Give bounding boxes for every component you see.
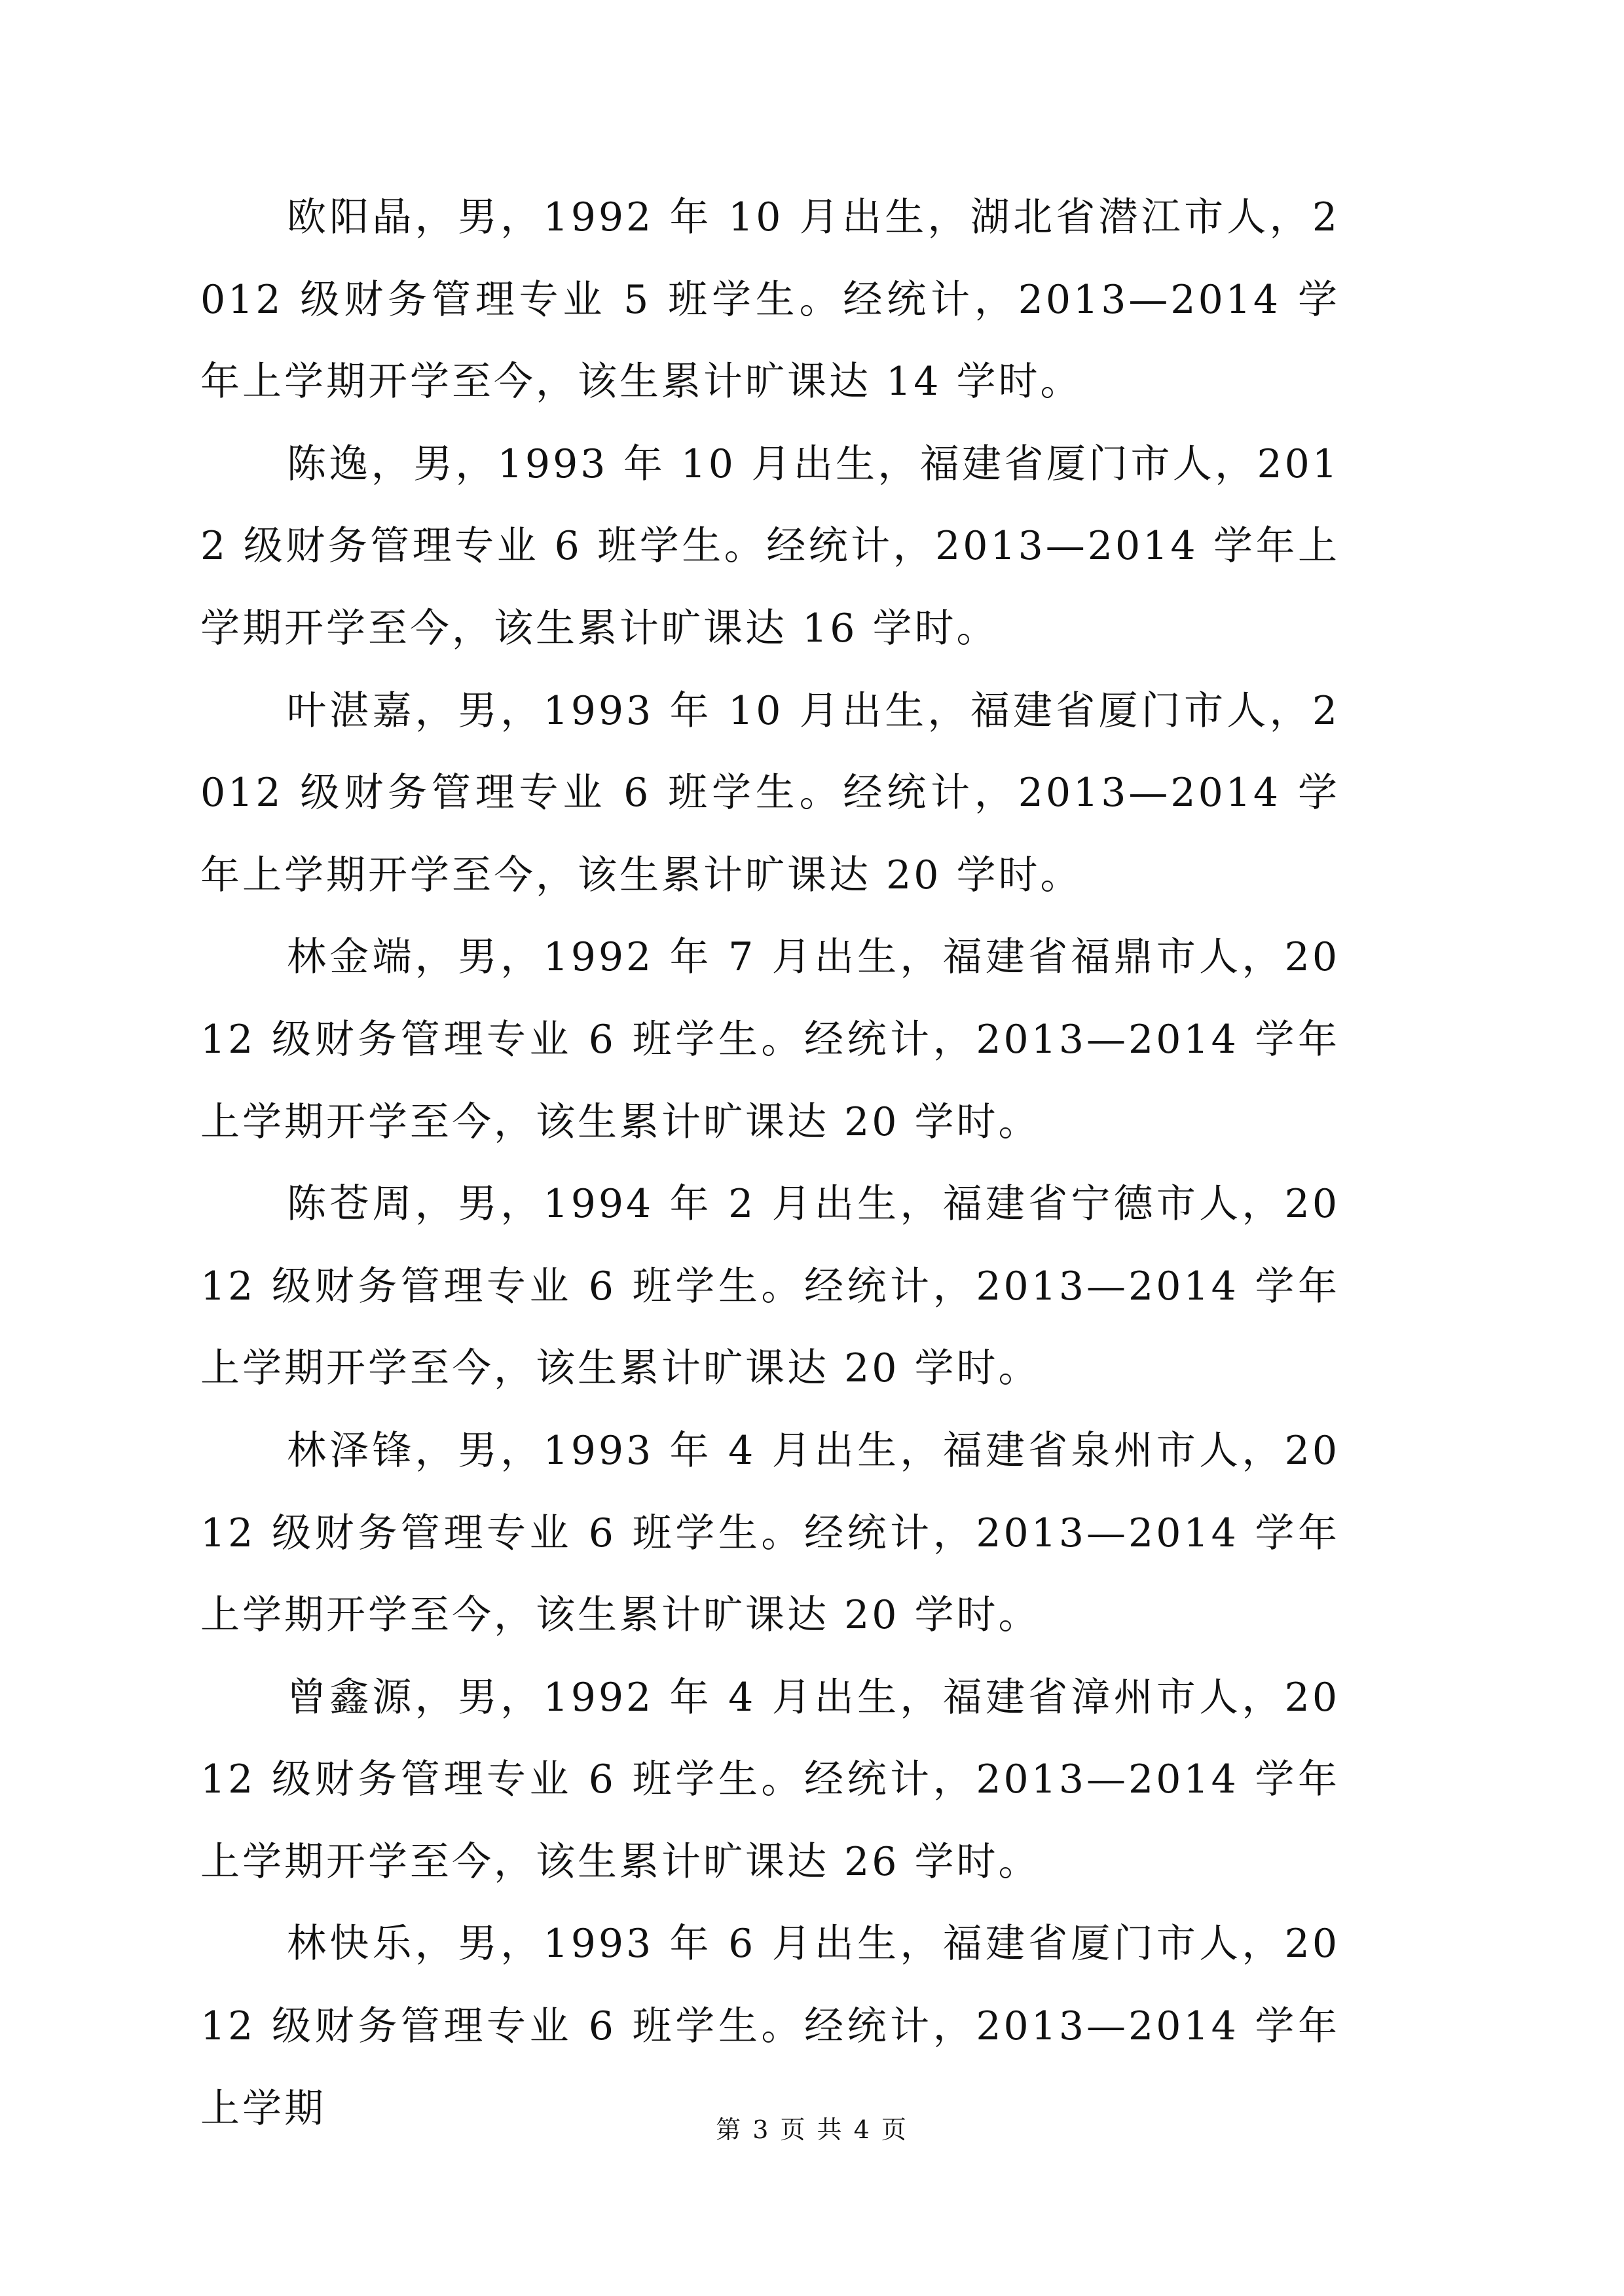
student-entry-zeng-xinyuan: 曾鑫源，男，1992 年 4 月出生，福建省漳州市人，2012 级财务管理专业 6 班学生。经统计，2013—2014 学年上学期开学至今，该生累计旷课达 26 学时。	[200, 1674, 1340, 1885]
student-entry-lin-zefeng: 林泽锋，男，1993 年 4 月出生，福建省泉州市人，2012 级财务管理专业 6 班学生。经统计，2013—2014 学年上学期开学至今，该生累计旷课达 20 学时。	[200, 1427, 1340, 1639]
student-entry-chen-cangzhou: 陈苍周，男，1994 年 2 月出生，福建省宁德市人，2012 级财务管理专业 6 班学生。经统计，2013—2014 学年上学期开学至今，该生累计旷课达 20 学时。	[200, 1181, 1340, 1392]
student-entry-ouyang-jing: 欧阳晶，男，1992 年 10 月出生，湖北省潜江市人，2012 级财务管理专业 5 班学生。经统计，2013—2014 学年上学期开学至今，该生累计旷课达 14 学时。	[200, 194, 1340, 405]
page-number-footer: 第 3 页 共 4 页	[716, 2115, 908, 2144]
student-entry-lin-kuaile: 林快乐，男，1993 年 6 月出生，福建省厦门市人，2012 级财务管理专业 6 班学生。经统计，2013—2014 学年上学期	[200, 1921, 1340, 2132]
student-entry-chen-yi: 陈逸，男，1993 年 10 月出生，福建省厦门市人，2012 级财务管理专业 6 班学生。经统计，2013—2014 学年上学期开学至今，该生累计旷课达 16 学时。	[200, 441, 1340, 651]
student-entry-ye-zhanjia: 叶湛嘉，男，1993 年 10 月出生，福建省厦门市人，2012 级财务管理专业 6 班学生。经统计，2013—2014 学年上学期开学至今，该生累计旷课达 20 学时。	[200, 687, 1340, 898]
document-body	[200, 177, 1340, 2150]
student-entry-lin-jinduan: 林金端，男，1992 年 7 月出生，福建省福鼎市人，2012 级财务管理专业 6 班学生。经统计，2013—2014 学年上学期开学至今，该生累计旷课达 20 学时。	[200, 934, 1340, 1145]
